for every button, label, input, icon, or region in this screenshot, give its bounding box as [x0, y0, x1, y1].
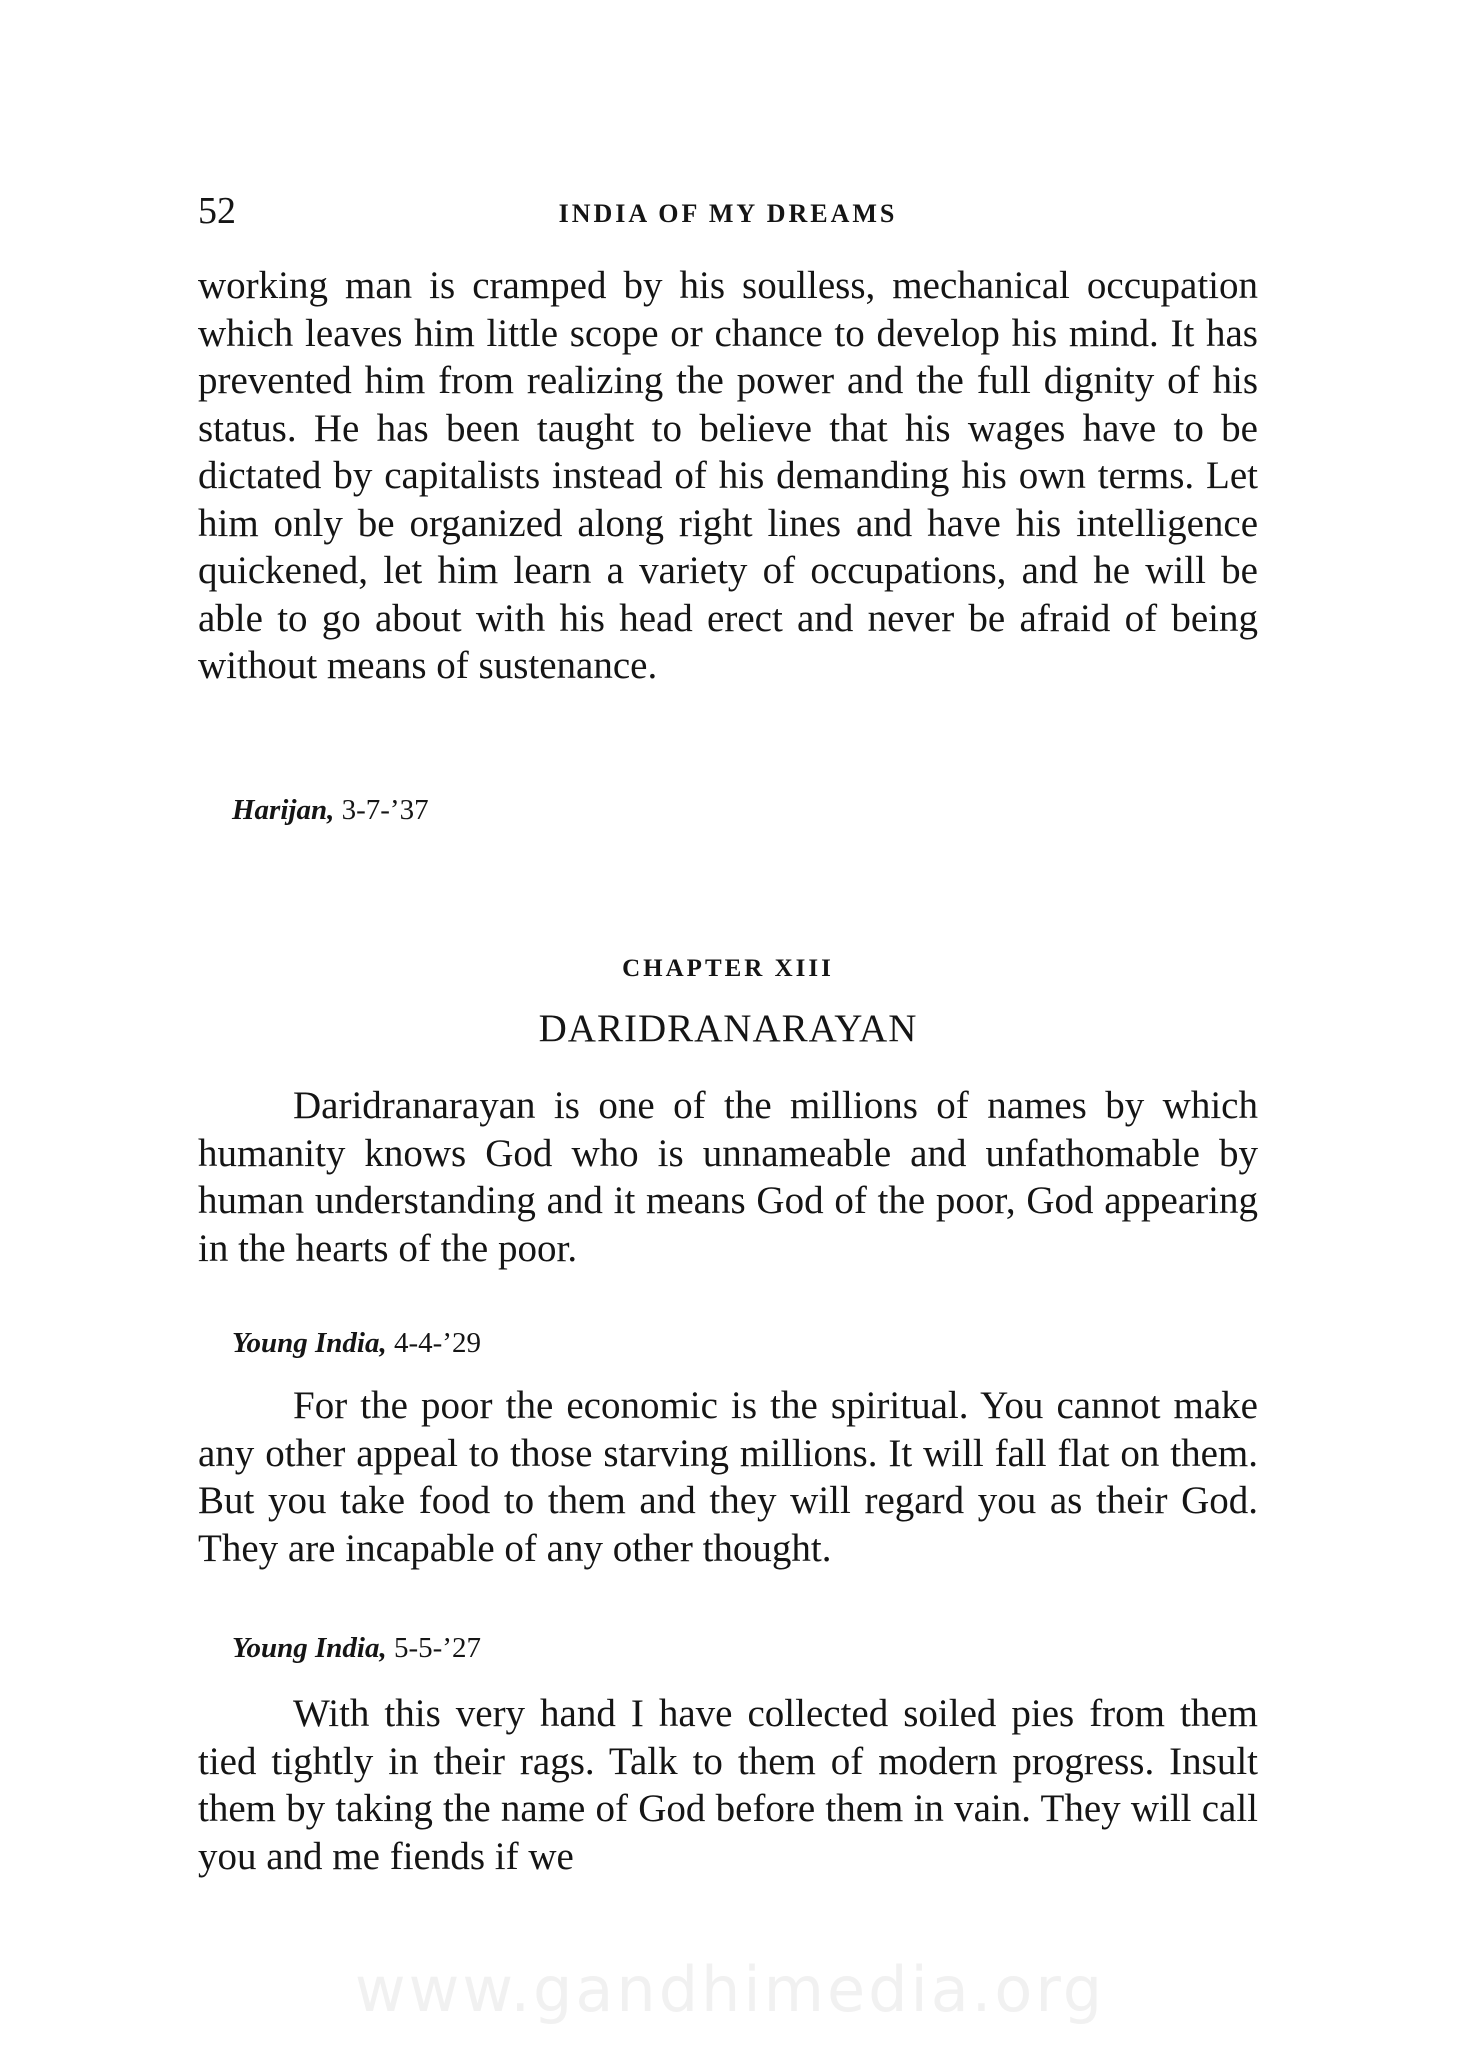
page-number: 52	[198, 190, 236, 232]
watermark: www.gandhimedia.org	[354, 1953, 1106, 2026]
citation-date: 3-7-’37	[341, 794, 429, 826]
citation-source: Young India,	[232, 1327, 387, 1359]
chapter-label: CHAPTER XIII	[622, 955, 834, 982]
citation-harijan	[232, 792, 429, 828]
citation-source: Harijan,	[232, 794, 335, 826]
continued-paragraph: working man is cramped by his soulless, mechanical occupation which leaves him little scope or chance to develop his mind. It has prevented him from realizing the power and the full dignity of his status. He has been taught to believe that his wages have to be dictated by capitalists instead of his demanding his own terms. Let him only be organized along right lines and have his intelligence quickened, let him learn a variety of occupations, and he will be able to go about with his head erect and never be afraid of being without means of sustenance.	[198, 264, 1258, 687]
paragraph-1: Daridranarayan is one of the millions of names by which humanity knows God who is unnameable and unfathomable by human understanding and it means God of the poor, God appearing in the hearts of the poor.	[198, 1084, 1258, 1270]
running-title: INDIA OF MY DREAMS	[558, 199, 898, 228]
citation-2	[232, 1630, 481, 1666]
chapter-title: DARIDRANARAYAN	[538, 1007, 918, 1050]
citation-date: 4-4-’29	[393, 1327, 481, 1359]
paragraph-2: For the poor the economic is the spiritual. You cannot make any other appeal to those starving millions. It will fall flat on them. But you take food to them and they will regard you as their God. They are incapable of any other thought.	[198, 1384, 1258, 1570]
citation-1	[232, 1325, 481, 1361]
citation-date: 5-5-’27	[393, 1632, 481, 1664]
page-header	[198, 188, 1258, 238]
paragraph-3: With this very hand I have collected soiled pies from them tied tightly in their rags. Talk to them of modern progress. Insult them by taking the name of God before them in vain. They will call you and me fiends if we	[198, 1692, 1258, 1878]
citation-source: Young India,	[232, 1632, 387, 1664]
